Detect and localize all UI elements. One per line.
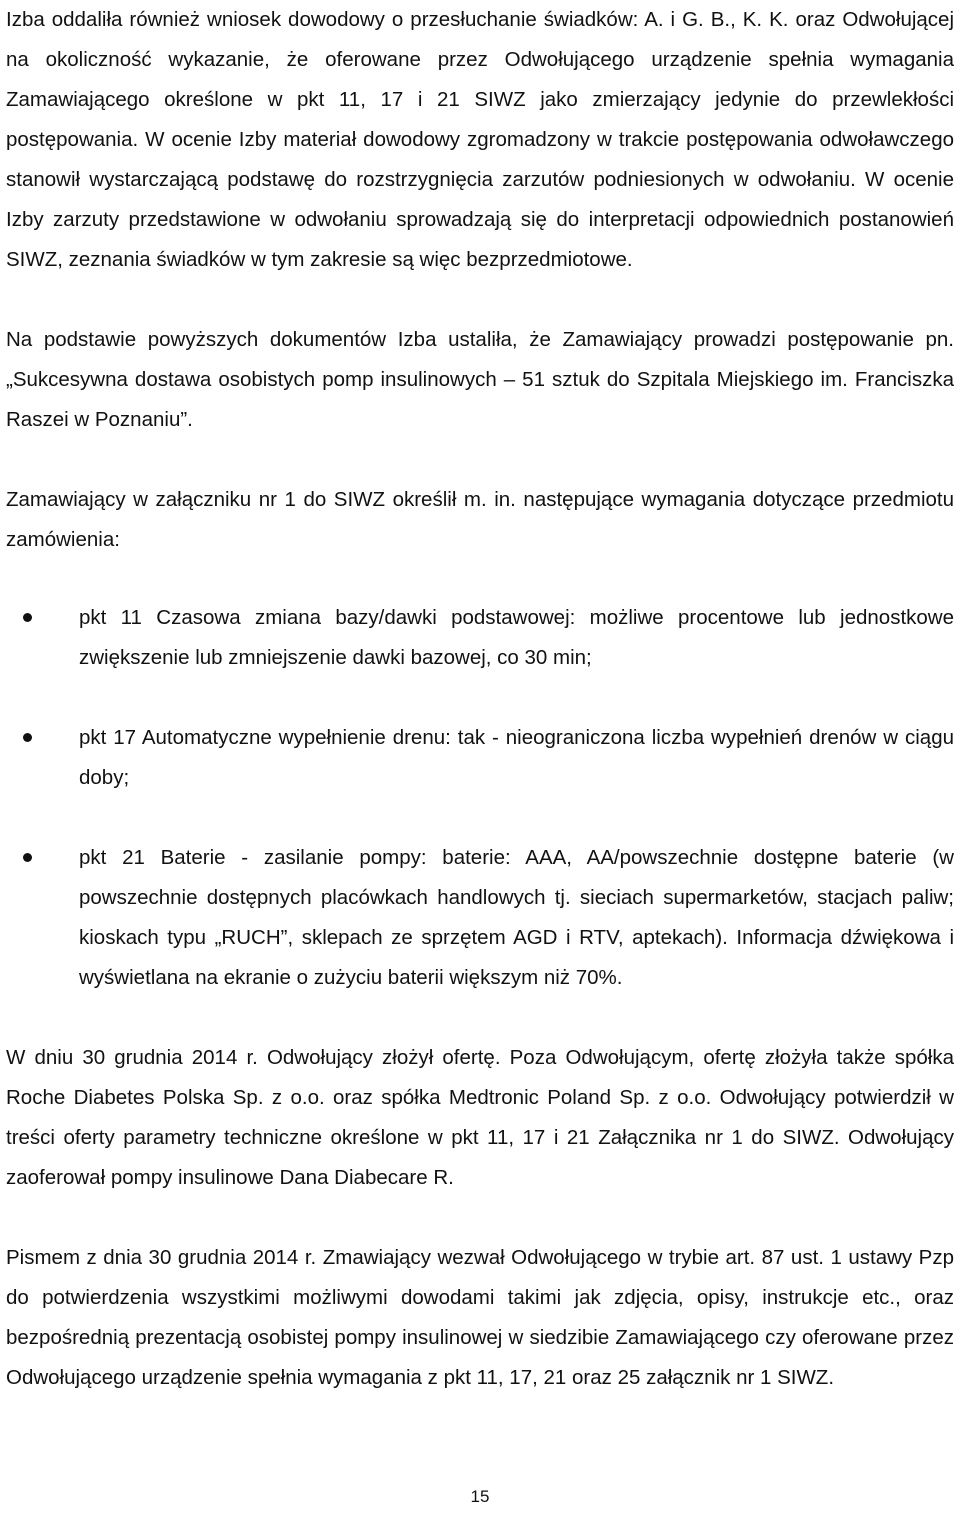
- paragraph-requirements-intro: Zamawiający w załączniku nr 1 do SIWZ określił m. in. następujące wymagania dotyczące przedmiotu zamówienia:: [6, 488, 954, 551]
- list-item-text: pkt 21 Baterie - zasilanie pompy: baterie: AAA, AA/powszechnie dostępne baterie (w powszechnie dostępnych placówkach handlowych tj. sieciach supermarketów, stacjach paliw; kioskach typu „RUCH”, sklepach ze sprzętem AGD i RTV, aptekach). Informacja dźwiękowa i wyświetlana na ekranie o zużyciu baterii większym niż 70%.: [79, 846, 954, 989]
- paragraph-evidence-motion: Izba oddaliła również wniosek dowodowy o przesłuchanie świadków: A. i G. B., K. K. oraz Odwołującej na okoliczność wykazanie, że oferowane przez Odwołującego urządzenie spełnia wymagania Zamawiającego określone w pkt 11, 17 i 21 SIWZ jako zmierzający jedynie do przewlekłości postępowania. W ocenie Izby materiał dowodowy zgromadzony w trakcie postępowania odwoławczego stanowił wystarczającą podstawę do rozstrzygnięcia zarzutów podniesionych w odwołaniu. W ocenie Izby zarzuty przedstawione w odwołaniu sprowadzają się do interpretacji odpowiednich postanowień SIWZ, zeznania świadków w tym zakresie są więc bezprzedmiotowe.: [6, 8, 954, 271]
- document-page: [6, 0, 954, 1398]
- list-item: [6, 598, 954, 678]
- list-item-text: pkt 11 Czasowa zmiana bazy/dawki podstawowej: możliwe procentowe lub jednostkowe zwiększenie lub zmniejszenie dawki bazowej, co 30 min;: [79, 606, 954, 669]
- list-item: [6, 718, 954, 798]
- bullet-icon: [23, 613, 32, 622]
- page-number: 15: [470, 1487, 490, 1506]
- list-item: [6, 838, 954, 998]
- list-item-text: pkt 17 Automatyczne wypełnienie drenu: tak - nieograniczona liczba wypełnień drenów w ciągu doby;: [79, 726, 954, 789]
- bullet-icon: [23, 733, 32, 742]
- paragraph-offer-submission: W dniu 30 grudnia 2014 r. Odwołujący złożył ofertę. Poza Odwołującym, ofertę złożyła także spółka Roche Diabetes Polska Sp. z o.o. oraz spółka Medtronic Poland Sp. z o.o. Odwołujący potwierdził w treści oferty parametry techniczne określone w pkt 11, 17 i 21 Załącznika nr 1 do SIWZ. Odwołujący zaoferował pompy insulinowe Dana Diabecare R.: [6, 1046, 954, 1189]
- bullet-icon: [23, 853, 32, 862]
- requirements-list: [6, 598, 954, 998]
- paragraph-summons-letter: Pismem z dnia 30 grudnia 2014 r. Zmawiający wezwał Odwołującego w trybie art. 87 ust. 1 ustawy Pzp do potwierdzenia wszystkimi możliwymi dowodami takimi jak zdjęcia, opisy, instrukcje etc., oraz bezpośrednią prezentacją osobistej pompy insulinowej w siedzibie Zamawiającego czy oferowane przez Odwołującego urządzenie spełnia wymagania z pkt 11, 17, 21 oraz 25 załącznik nr 1 SIWZ.: [6, 1246, 954, 1389]
- paragraph-procedure-description: Na podstawie powyższych dokumentów Izba ustaliła, że Zamawiający prowadzi postępowanie pn. „Sukcesywna dostawa osobistych pomp insulinowych – 51 sztuk do Szpitala Miejskiego im. Franciszka Raszei w Poznaniu”.: [6, 328, 954, 431]
